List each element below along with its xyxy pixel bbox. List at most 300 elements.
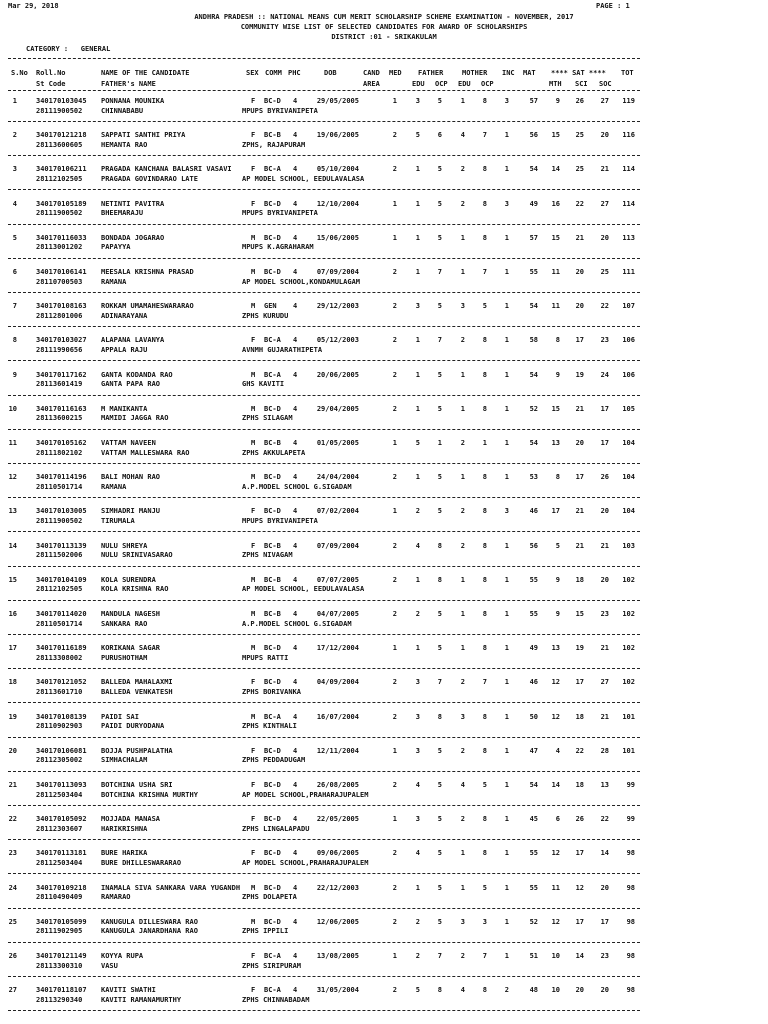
row-medium: 1 — [415, 165, 420, 174]
row-divider — [8, 600, 640, 601]
row-sex: F — [251, 199, 256, 208]
row-sci: 21 — [575, 507, 584, 516]
row-medium: 2 — [415, 610, 420, 618]
col-tot: TOT — [621, 69, 634, 77]
row-community: BC-D — [264, 883, 281, 892]
row-mat: 55 — [529, 575, 538, 584]
row-sci: 20 — [575, 986, 584, 995]
row-st-code: 28110501714 — [36, 619, 83, 628]
row-divider — [8, 531, 640, 532]
row-sci: 12 — [575, 883, 584, 892]
row-father-ocp: 1 — [460, 233, 465, 242]
row-roll-number: 340170105162 — [36, 439, 87, 447]
row-mth: 11 — [551, 883, 560, 892]
row-medium: 5 — [415, 439, 420, 447]
row-sex: M — [251, 268, 256, 276]
row-school: ZPHS NIVAGAM — [242, 551, 293, 560]
row-divider — [8, 360, 640, 361]
row-mother-ocp: 1 — [504, 302, 509, 311]
row-soc: 25 — [600, 268, 609, 276]
row-father-name: PURUSHOTHAM — [101, 653, 148, 662]
row-soc: 14 — [600, 849, 609, 858]
row-medium: 3 — [415, 678, 420, 687]
row-divider — [8, 395, 640, 396]
row-candidate-name: NETINTI PAVITRA — [101, 199, 165, 208]
row-mother-edu: 7 — [482, 268, 487, 276]
row-sci: 17 — [575, 917, 584, 926]
row-mother-edu: 3 — [482, 917, 487, 926]
row-father-name: BURE DHILLESWARARAO — [101, 858, 182, 867]
row-sci: 22 — [575, 746, 584, 755]
row-area: 2 — [392, 131, 397, 140]
row-father-ocp: 1 — [460, 97, 465, 105]
row-father-name: NULU SRINIVASARAO — [101, 551, 173, 560]
row-divider — [8, 839, 640, 840]
row-phc: 4 — [293, 712, 298, 721]
row-candidate-name: MOJJADA MANASA — [101, 815, 161, 824]
row-mother-ocp: 1 — [504, 917, 509, 926]
row-sex: F — [251, 541, 256, 550]
row-tot: 98 — [626, 952, 635, 960]
row-mat: 53 — [529, 473, 538, 482]
row-sno: 26 — [8, 952, 17, 960]
row-mother-ocp: 1 — [504, 712, 509, 721]
row-father-name: KOLA KRISHNA RAO — [101, 585, 169, 594]
row-medium: 1 — [415, 404, 420, 413]
header-divider-top — [8, 58, 640, 59]
row-sci: 17 — [575, 473, 584, 482]
row-father-ocp: 2 — [460, 952, 465, 960]
row-divider — [8, 497, 640, 498]
row-area: 2 — [392, 268, 397, 276]
row-mother-edu: 8 — [482, 746, 487, 755]
row-phc: 4 — [293, 849, 298, 858]
row-mother-ocp: 1 — [504, 131, 509, 140]
row-mother-ocp: 2 — [504, 986, 509, 995]
row-soc: 21 — [600, 712, 609, 721]
row-father-name: RAMANA — [101, 482, 127, 491]
row-dob: 07/09/2004 — [316, 268, 359, 276]
row-school: MPUPS K.AGRAHARAM — [242, 243, 314, 252]
row-st-code: 28112303607 — [36, 824, 83, 833]
row-divider — [8, 292, 640, 293]
row-mth: 5 — [555, 541, 560, 550]
row-mth: 4 — [555, 746, 560, 755]
row-area: 1 — [392, 746, 397, 755]
row-mth: 16 — [551, 199, 560, 208]
row-school: ZPHS PEDDADUGAM — [242, 756, 306, 765]
row-mother-edu: 7 — [482, 131, 487, 140]
row-sno: 21 — [8, 781, 17, 789]
row-mother-ocp: 1 — [504, 404, 509, 413]
row-sci: 17 — [575, 678, 584, 687]
row-sno: 27 — [8, 986, 17, 995]
row-father-edu: 7 — [437, 952, 442, 960]
page-number: PAGE : 1 — [596, 2, 630, 10]
row-tot: 101 — [622, 746, 635, 755]
row-tot: 106 — [622, 336, 635, 345]
row-mth: 15 — [551, 233, 560, 242]
row-area: 2 — [392, 986, 397, 995]
row-tot: 102 — [622, 644, 635, 653]
row-father-edu: 7 — [437, 268, 442, 276]
row-st-code: 28111900502 — [36, 209, 83, 218]
row-sno: 13 — [8, 507, 17, 516]
col-sex: SEX — [246, 69, 259, 77]
row-mth: 14 — [551, 165, 560, 174]
row-sno: 23 — [8, 849, 17, 858]
row-father-name: MAMIDI JAGGA RAO — [101, 414, 169, 423]
row-medium: 3 — [415, 302, 420, 311]
row-father-edu: 5 — [437, 404, 442, 413]
row-divider — [8, 1010, 640, 1011]
row-tot: 99 — [626, 815, 635, 824]
row-medium: 1 — [415, 233, 420, 242]
row-father-name: RAMARAO — [101, 893, 131, 902]
row-sex: M — [251, 404, 256, 413]
row-roll-number: 340170108139 — [36, 712, 87, 721]
row-phc: 4 — [293, 302, 298, 311]
row-school: MPUPS BYRIVANIPETA — [242, 106, 318, 115]
row-community: BC-B — [264, 541, 281, 550]
row-medium: 2 — [415, 952, 420, 960]
row-mother-edu: 8 — [482, 575, 487, 584]
row-mother-edu: 5 — [482, 781, 487, 789]
row-mother-ocp: 1 — [504, 610, 509, 618]
row-mat: 55 — [529, 849, 538, 858]
row-father-edu: 5 — [437, 97, 442, 105]
row-father-name: CHINNABABU — [101, 106, 144, 115]
row-st-code: 28113300310 — [36, 961, 83, 970]
row-tot: 104 — [622, 507, 635, 516]
row-sno: 1 — [12, 97, 17, 105]
row-community: BC-D — [264, 815, 281, 824]
row-community: BC-A — [264, 712, 281, 721]
row-father-ocp: 4 — [460, 986, 465, 995]
row-mth: 15 — [551, 131, 560, 140]
row-father-edu: 5 — [437, 233, 442, 242]
row-st-code: 28110501714 — [36, 482, 83, 491]
row-sno: 20 — [8, 746, 17, 755]
row-roll-number: 340170109218 — [36, 883, 87, 892]
row-sno: 24 — [8, 883, 17, 892]
row-sex: F — [251, 815, 256, 824]
row-divider — [8, 566, 640, 567]
row-soc: 20 — [600, 986, 609, 995]
col-mth: MTH — [549, 80, 562, 88]
row-soc: 27 — [600, 199, 609, 208]
row-mat: 51 — [529, 952, 538, 960]
row-dob: 20/06/2005 — [316, 370, 359, 379]
row-mother-edu: 8 — [482, 849, 487, 858]
row-mother-ocp: 3 — [504, 97, 509, 105]
row-dob: 07/07/2005 — [316, 575, 359, 584]
row-divider — [8, 805, 640, 806]
row-phc: 4 — [293, 746, 298, 755]
row-father-ocp: 3 — [460, 917, 465, 926]
row-area: 2 — [392, 336, 397, 345]
row-st-code: 28111902905 — [36, 927, 83, 936]
row-sci: 19 — [575, 370, 584, 379]
row-mth: 12 — [551, 849, 560, 858]
row-community: BC-A — [264, 986, 281, 995]
row-phc: 4 — [293, 610, 298, 618]
row-father-ocp: 4 — [460, 131, 465, 140]
row-tot: 104 — [622, 439, 635, 447]
row-candidate-name: PONNANA MOUNIKA — [101, 97, 165, 105]
row-medium: 1 — [415, 199, 420, 208]
row-school: GHS KAVITI — [242, 380, 285, 389]
row-father-ocp: 4 — [460, 781, 465, 789]
row-mat: 55 — [529, 883, 538, 892]
row-school: ZPHS IPPILI — [242, 927, 289, 936]
row-mother-edu: 7 — [482, 952, 487, 960]
row-school: MPUPS BYRIVANIPETA — [242, 209, 318, 218]
row-sex: M — [251, 473, 256, 482]
row-roll-number: 340170103005 — [36, 507, 87, 516]
row-candidate-name: BALLEDA MAHALAXMI — [101, 678, 173, 687]
row-phc: 4 — [293, 131, 298, 140]
row-phc: 4 — [293, 370, 298, 379]
row-roll-number: 340170105092 — [36, 815, 87, 824]
row-medium: 1 — [415, 370, 420, 379]
row-soc: 22 — [600, 815, 609, 824]
row-dob: 31/05/2004 — [316, 986, 359, 995]
row-tot: 98 — [626, 917, 635, 926]
row-dob: 29/04/2005 — [316, 404, 359, 413]
row-sno: 2 — [12, 131, 17, 140]
row-soc: 20 — [600, 233, 609, 242]
row-dob: 15/06/2005 — [316, 233, 359, 242]
col-mother-edu: EDU — [458, 80, 471, 88]
row-dob: 07/02/2004 — [316, 507, 359, 516]
row-roll-number: 340170106141 — [36, 268, 87, 276]
row-phc: 4 — [293, 507, 298, 516]
row-phc: 4 — [293, 404, 298, 413]
row-candidate-name: BURE HARIKA — [101, 849, 148, 858]
row-roll-number: 340170104109 — [36, 575, 87, 584]
row-sci: 21 — [575, 541, 584, 550]
row-st-code: 28113600215 — [36, 414, 83, 423]
row-father-ocp: 2 — [460, 199, 465, 208]
row-soc: 17 — [600, 917, 609, 926]
row-dob: 12/11/2004 — [316, 746, 359, 755]
row-area: 1 — [392, 507, 397, 516]
row-father-edu: 5 — [437, 610, 442, 618]
row-roll-number: 340170114196 — [36, 473, 87, 482]
row-medium: 1 — [415, 883, 420, 892]
row-community: BC-B — [264, 439, 281, 447]
row-sci: 18 — [575, 712, 584, 721]
row-st-code: 28111502006 — [36, 551, 83, 560]
row-father-ocp: 2 — [460, 439, 465, 447]
row-roll-number: 340170117162 — [36, 370, 87, 379]
row-school: ZPHS CHINNABADAM — [242, 995, 310, 1004]
row-sex: M — [251, 370, 256, 379]
row-phc: 4 — [293, 781, 298, 789]
row-roll-number: 340170116033 — [36, 233, 87, 242]
row-mat: 56 — [529, 541, 538, 550]
row-community: BC-D — [264, 473, 281, 482]
row-mother-ocp: 1 — [504, 575, 509, 584]
row-mth: 11 — [551, 268, 560, 276]
row-community: GEN — [264, 302, 277, 311]
row-sno: 15 — [8, 575, 17, 584]
row-father-edu: 5 — [437, 849, 442, 858]
row-mother-edu: 8 — [482, 610, 487, 618]
row-father-ocp: 1 — [460, 644, 465, 653]
row-father-ocp: 1 — [460, 883, 465, 892]
row-school: MPUPS BYRIVANIPETA — [242, 516, 318, 525]
row-father-name: BHEEMARAJU — [101, 209, 144, 218]
row-candidate-name: BONDADA JOGARAO — [101, 233, 165, 242]
col-mother-ocp: OCP — [481, 80, 494, 88]
row-community: BC-D — [264, 404, 281, 413]
row-candidate-name: SIMHADRI MANJU — [101, 507, 161, 516]
row-father-name: APPALA RAJU — [101, 345, 148, 354]
row-roll-number: 340170121052 — [36, 678, 87, 687]
row-phc: 4 — [293, 575, 298, 584]
row-father-name: PAIDI DURYODANA — [101, 722, 165, 731]
row-mat: 50 — [529, 712, 538, 721]
row-medium: 1 — [415, 644, 420, 653]
row-father-edu: 7 — [437, 678, 442, 687]
row-candidate-name: M MANIKANTA — [101, 404, 148, 413]
row-mth: 9 — [555, 610, 560, 618]
row-father-name: PAPAYYA — [101, 243, 131, 252]
row-soc: 22 — [600, 302, 609, 311]
row-mat: 58 — [529, 336, 538, 345]
row-mother-ocp: 1 — [504, 165, 509, 174]
row-roll-number: 340170105099 — [36, 917, 87, 926]
row-sci: 15 — [575, 610, 584, 618]
row-father-name: GANTA PAPA RAO — [101, 380, 161, 389]
row-community: BC-D — [264, 917, 281, 926]
row-st-code: 28112305002 — [36, 756, 83, 765]
row-father-name: SANKARA RAO — [101, 619, 148, 628]
row-phc: 4 — [293, 199, 298, 208]
row-mth: 10 — [551, 986, 560, 995]
row-dob: 24/04/2004 — [316, 473, 359, 482]
row-father-ocp: 1 — [460, 404, 465, 413]
row-candidate-name: BOJJA PUSHPALATHA — [101, 746, 173, 755]
row-area: 2 — [392, 610, 397, 618]
row-candidate-name: VATTAM NAVEEN — [101, 439, 156, 447]
row-mth: 13 — [551, 644, 560, 653]
row-father-edu: 5 — [437, 302, 442, 311]
row-school: ZPHS BORIVANKA — [242, 687, 302, 696]
row-tot: 111 — [622, 268, 635, 276]
row-father-ocp: 1 — [460, 575, 465, 584]
row-medium: 1 — [415, 473, 420, 482]
row-roll-number: 340170116189 — [36, 644, 87, 653]
row-tot: 105 — [622, 404, 635, 413]
row-mat: 48 — [529, 986, 538, 995]
col-area: AREA — [363, 80, 380, 88]
col-father-name: FATHER's NAME — [101, 80, 156, 88]
row-mother-ocp: 1 — [504, 849, 509, 858]
row-sci: 26 — [575, 815, 584, 824]
row-mother-edu: 1 — [482, 439, 487, 447]
row-mother-ocp: 1 — [504, 473, 509, 482]
row-st-code: 28110490409 — [36, 893, 83, 902]
row-mat: 52 — [529, 917, 538, 926]
row-mother-edu: 8 — [482, 336, 487, 345]
row-divider — [8, 224, 640, 225]
row-divider — [8, 258, 640, 259]
row-soc: 23 — [600, 952, 609, 960]
row-sex: M — [251, 712, 256, 721]
row-sno: 18 — [8, 678, 17, 687]
row-dob: 05/12/2003 — [316, 336, 359, 345]
row-mother-edu: 7 — [482, 678, 487, 687]
row-community: BC-A — [264, 336, 281, 345]
row-father-ocp: 1 — [460, 849, 465, 858]
row-divider — [8, 942, 640, 943]
row-mother-edu: 8 — [482, 233, 487, 242]
row-father-edu: 5 — [437, 473, 442, 482]
row-divider — [8, 771, 640, 772]
row-st-code: 28113308002 — [36, 653, 83, 662]
row-sex: M — [251, 644, 256, 653]
print-date: Mar 29, 2018 — [8, 2, 59, 10]
row-sci: 20 — [575, 302, 584, 311]
row-tot: 113 — [622, 233, 635, 242]
row-soc: 17 — [600, 439, 609, 447]
row-dob: 22/12/2003 — [316, 883, 359, 892]
row-candidate-name: KOLA SURENDRA — [101, 575, 156, 584]
row-st-code: 28113601419 — [36, 380, 83, 389]
row-dob: 09/06/2005 — [316, 849, 359, 858]
row-medium: 5 — [415, 986, 420, 995]
row-tot: 98 — [626, 883, 635, 892]
row-father-edu: 8 — [437, 986, 442, 995]
row-roll-number: 340170121218 — [36, 131, 87, 140]
row-tot: 116 — [622, 131, 635, 140]
row-mat: 55 — [529, 610, 538, 618]
row-st-code: 28113601710 — [36, 687, 83, 696]
row-community: BC-D — [264, 97, 281, 105]
row-mother-edu: 8 — [482, 712, 487, 721]
row-sno: 22 — [8, 815, 17, 824]
row-father-ocp: 1 — [460, 370, 465, 379]
row-sci: 14 — [575, 952, 584, 960]
row-st-code: 28113600605 — [36, 140, 83, 149]
row-dob: 19/06/2005 — [316, 131, 359, 140]
row-sci: 21 — [575, 233, 584, 242]
row-phc: 4 — [293, 268, 298, 276]
row-area: 2 — [392, 883, 397, 892]
row-candidate-name: BOTCHINA USHA SRI — [101, 781, 173, 789]
row-father-edu: 5 — [437, 815, 442, 824]
row-soc: 23 — [600, 336, 609, 345]
row-father-edu: 1 — [437, 439, 442, 447]
row-candidate-name: ALAPANA LAVANYA — [101, 336, 165, 345]
row-father-edu: 8 — [437, 575, 442, 584]
row-candidate-name: SAPPATI SANTHI PRIYA — [101, 131, 186, 140]
row-area: 2 — [392, 781, 397, 789]
row-community: BC-D — [264, 746, 281, 755]
row-roll-number: 340170114020 — [36, 610, 87, 618]
row-sci: 20 — [575, 439, 584, 447]
col-father-group: FATHER — [418, 69, 444, 77]
row-mother-ocp: 1 — [504, 439, 509, 447]
row-community: BC-D — [264, 644, 281, 653]
row-father-edu: 6 — [437, 131, 442, 140]
row-sci: 21 — [575, 404, 584, 413]
row-father-edu: 5 — [437, 165, 442, 174]
row-area: 2 — [392, 541, 397, 550]
